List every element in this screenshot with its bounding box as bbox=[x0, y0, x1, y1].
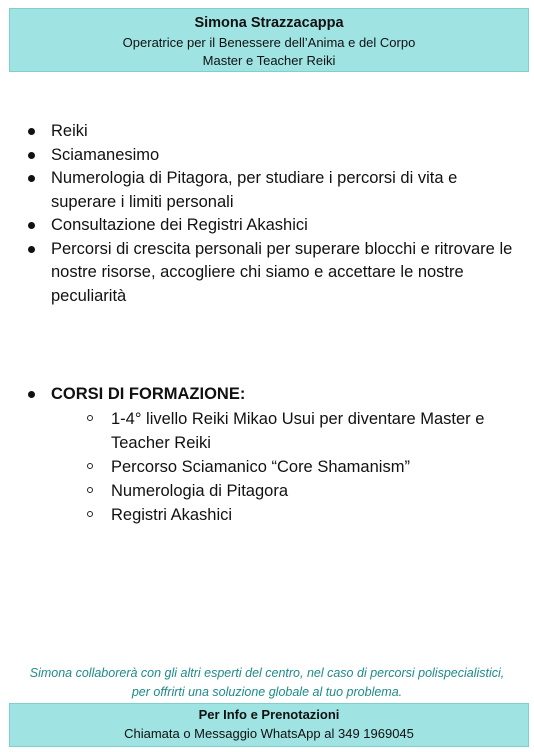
practitioner-role: Operatrice per il Benessere dell’Anima e del Corpo bbox=[122, 35, 416, 50]
footer-title: Per Info e Prenotazioni bbox=[198, 707, 340, 722]
collaboration-note: Simona collaborerà con gli altri esperti del centro, nel caso di percorsi polispecialistici, per offrirti una soluzione globale al tuo problema. bbox=[29, 666, 505, 699]
practitioner-name: Simona Strazzacappa bbox=[194, 15, 344, 31]
courses-section bbox=[24, 383, 514, 527]
list-item: 1-4° livello Reiki Mikao Usui per diventare Master e Teacher Reiki bbox=[85, 407, 514, 455]
bullet-icon bbox=[28, 175, 35, 182]
list-item: Reiki bbox=[24, 120, 514, 144]
courses-list bbox=[24, 407, 514, 527]
circle-bullet-icon bbox=[87, 415, 93, 421]
list-item: Numerologia di Pitagora bbox=[85, 479, 514, 503]
footer-box bbox=[9, 703, 529, 747]
footer-contact: Chiamata o Messaggio WhatsApp al 349 1969045 bbox=[124, 726, 414, 741]
practitioner-subtitle: Master e Teacher Reiki bbox=[202, 53, 336, 68]
circle-bullet-icon bbox=[87, 511, 93, 517]
bullet-icon bbox=[28, 391, 35, 398]
list-item: Registri Akashici bbox=[85, 503, 514, 527]
header-box bbox=[9, 8, 529, 72]
circle-bullet-icon bbox=[87, 487, 93, 493]
list-item: Percorsi di crescita personali per superare blocchi e ritrovare le nostre risorse, accogliere chi siamo e accettare le nostre peculiarità bbox=[24, 238, 514, 309]
list-item: Consultazione dei Registri Akashici bbox=[24, 214, 514, 238]
circle-bullet-icon bbox=[87, 463, 93, 469]
list-item: Sciamanesimo bbox=[24, 144, 514, 168]
courses-title: CORSI DI FORMAZIONE: bbox=[24, 383, 514, 407]
bullet-icon bbox=[28, 152, 35, 159]
bullet-icon bbox=[28, 246, 35, 253]
list-item: Numerologia di Pitagora, per studiare i percorsi di vita e superare i limiti personali bbox=[24, 167, 514, 214]
bullet-icon bbox=[28, 222, 35, 229]
services-list bbox=[24, 120, 514, 308]
bullet-icon bbox=[28, 128, 35, 135]
list-item: Percorso Sciamanico “Core Shamanism” bbox=[85, 455, 514, 479]
